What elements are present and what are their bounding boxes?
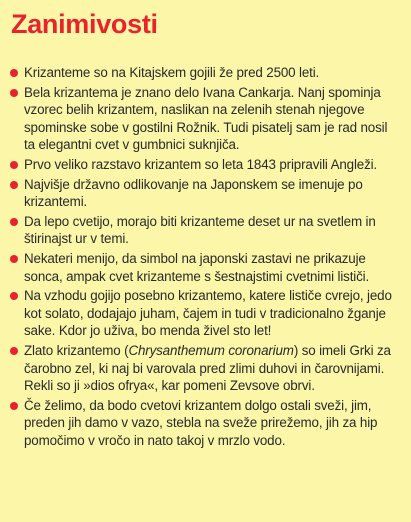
facts-list <box>9 64 395 449</box>
bullet-icon <box>10 181 18 189</box>
fact-text-before: Zlato krizantemo ( <box>24 342 129 358</box>
bullet-icon <box>10 89 18 97</box>
fact-text: Prvo veliko razstavo krizantem so leta 1843 pripravili Angleži. <box>24 156 378 172</box>
bullet-icon <box>10 292 18 300</box>
latin-name: Chrysanthemum coronarium <box>128 342 294 358</box>
fact-item <box>9 213 395 248</box>
fact-text-after: ) so imeli Grki za čarobno zel, ki naj bi varovala pred zlimi duhovi in čarovnijami. Rekli so ji »dios ofrya«, kar pomeni Zevsove obrvi. <box>24 342 391 394</box>
fact-item <box>9 342 395 395</box>
fact-item <box>9 287 395 340</box>
fact-text: Nekateri menijo, da simbol na japonski zastavi ne prikazuje sonca, ampak cvet krizanteme s šestnajstimi cvetnimi lističi. <box>24 250 370 284</box>
bullet-icon <box>10 218 18 226</box>
fact-text: Krizanteme so na Kitajskem gojili že pred 2500 leti. <box>24 65 320 80</box>
bullet-icon <box>10 347 18 355</box>
bullet-icon <box>10 402 18 410</box>
fact-item <box>9 84 395 154</box>
bullet-icon <box>10 255 18 263</box>
bullet-icon <box>10 161 18 169</box>
fact-text: Bela krizantema je znano delo Ivana Cankarja. Nanj spominja vzorec belih krizantem, naslikan na zelenih stenah njegove spominske sobe v gostilni Rožnik. Tudi pisatelj sam je rad nosil ta elegantni cvet v gumbnici suknjiča. <box>24 84 388 153</box>
fact-item <box>9 156 395 174</box>
fact-text: Najvišje državno odlikovanje na Japonskem se imenuje po krizantemi. <box>24 176 363 210</box>
fact-item <box>9 176 395 211</box>
fact-text: Da lepo cvetijo, morajo biti krizanteme deset ur na svetlem in štirinajst ur v temi. <box>24 213 376 247</box>
fact-item <box>9 64 395 82</box>
fact-item <box>9 397 395 450</box>
section-title: Zanimivosti <box>11 9 158 39</box>
fact-text: Če želimo, da bodo cvetovi krizantem dolgo ostali sveži, jim, preden jih damo v vazo, stebla na sveže prirežemo, jih za hip pomočimo v vročo in nato takoj v mrzlo vodo. <box>24 397 378 448</box>
fact-item <box>9 250 395 285</box>
fact-text: Na vzhodu gojijo posebno krizantemo, katere lističe cvrejo, jedo kot solato, dodajajo juham, čajem in tudi v tradicionalno žganje sake. Kdor jo uživa, bo menda živel sto let! <box>24 288 392 339</box>
bullet-icon <box>10 69 18 77</box>
